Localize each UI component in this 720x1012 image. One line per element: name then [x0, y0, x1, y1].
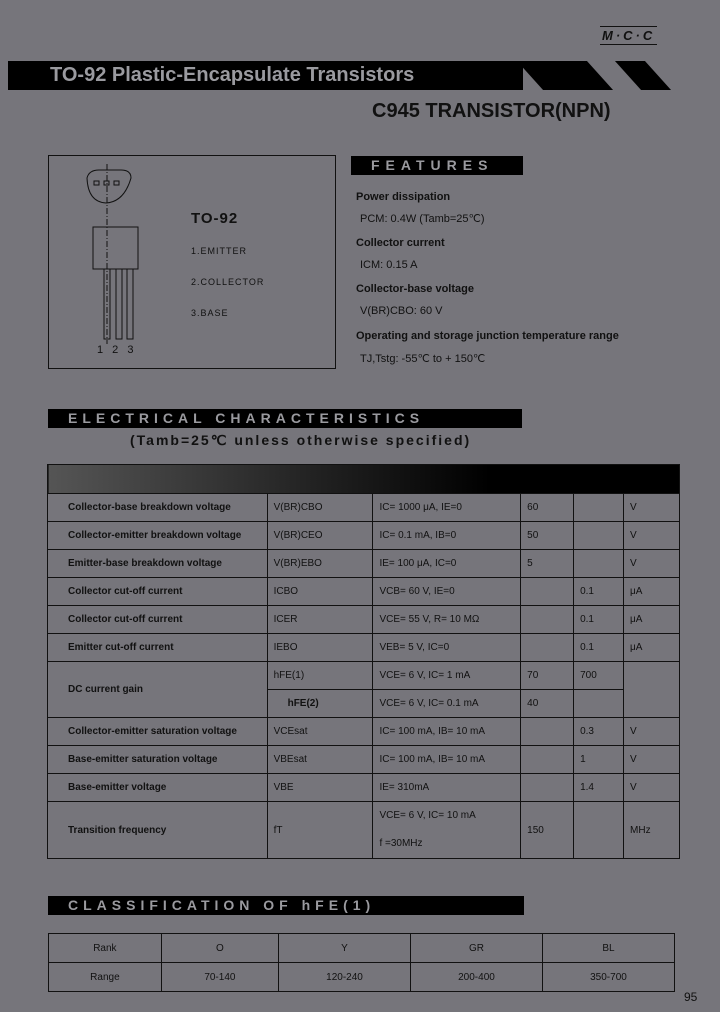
condition-cell — [373, 802, 521, 859]
range-cell: 350-700 — [542, 963, 674, 992]
feature-heading: Power dissipation — [356, 191, 451, 203]
param-cell: Collector-emitter breakdown voltage — [48, 522, 268, 550]
symbol-cell: VBEsat — [267, 746, 373, 774]
max-cell: 0.1 — [574, 606, 624, 634]
condition-cell: VCE= 6 V, IC= 1 mA — [373, 662, 521, 690]
symbol-cell: IEBO — [267, 634, 373, 662]
table-row — [48, 662, 680, 690]
range-cell: 70-140 — [161, 963, 278, 992]
banner-stripe — [615, 61, 671, 90]
max-cell: 1 — [574, 746, 624, 774]
max-cell — [574, 802, 624, 859]
condition-line: f =30MHz — [379, 838, 423, 849]
min-cell — [521, 746, 574, 774]
symbol-cell: ICER — [267, 606, 373, 634]
table-row — [48, 774, 680, 802]
min-cell — [521, 606, 574, 634]
max-cell — [574, 522, 624, 550]
pin-1-label: 1.EMITTER — [191, 246, 248, 256]
range-row — [49, 963, 675, 992]
feature-value: PCM: 0.4W (Tamb=25℃) — [360, 213, 485, 225]
max-cell — [574, 494, 624, 522]
symbol-cell: hFE(1) — [267, 662, 373, 690]
unit-cell: μA — [624, 606, 680, 634]
min-cell: 40 — [521, 690, 574, 718]
max-cell: 700 — [574, 662, 624, 690]
max-cell: 1.4 — [574, 774, 624, 802]
table-row — [48, 522, 680, 550]
param-cell: Collector-base breakdown voltage — [48, 494, 268, 522]
rank-cell: GR — [410, 934, 542, 963]
banner-stripe — [517, 61, 613, 90]
condition-cell: VCB= 60 V, IE=0 — [373, 578, 521, 606]
page-number: 95 — [684, 990, 698, 1004]
electrical-subtitle: (Tamb=25℃ unless otherwise specified) — [130, 432, 472, 448]
symbol-cell: ICBO — [267, 578, 373, 606]
table-row — [48, 494, 680, 522]
condition-cell: IC= 1000 μA, IE=0 — [373, 494, 521, 522]
min-cell — [521, 578, 574, 606]
unit-cell: V — [624, 494, 680, 522]
max-cell: 0.1 — [574, 578, 624, 606]
feature-heading: Operating and storage junction temperature range — [356, 330, 619, 342]
condition-line: VCE= 6 V, IC= 10 mA — [379, 810, 476, 821]
param-cell: Transition frequency — [48, 802, 268, 859]
features-title: FEATURES — [351, 156, 523, 175]
range-label: Range — [49, 963, 162, 992]
unit-cell: V — [624, 550, 680, 578]
symbol-cell: VCEsat — [267, 718, 373, 746]
symbol-cell: V(BR)EBO — [267, 550, 373, 578]
pin-numbers: 1 2 3 — [97, 344, 137, 356]
rank-cell: O — [161, 934, 278, 963]
max-cell: 0.3 — [574, 718, 624, 746]
range-cell: 120-240 — [279, 963, 411, 992]
max-cell — [574, 550, 624, 578]
symbol-cell: hFE(2) — [267, 690, 373, 718]
unit-cell: μA — [624, 578, 680, 606]
min-cell: 60 — [521, 494, 574, 522]
table-row — [48, 578, 680, 606]
classification-table — [48, 933, 675, 992]
condition-cell: IC= 0.1 mA, IB=0 — [373, 522, 521, 550]
series-banner: TO-92 Plastic-Encapsulate Transistors — [8, 61, 523, 90]
min-cell: 70 — [521, 662, 574, 690]
table-row — [48, 746, 680, 774]
min-cell — [521, 718, 574, 746]
symbol-cell: fT — [267, 802, 373, 859]
feature-value: V(BR)CBO: 60 V — [360, 305, 443, 317]
feature-heading: Collector current — [356, 237, 445, 249]
symbol-cell: V(BR)CBO — [267, 494, 373, 522]
rank-row — [49, 934, 675, 963]
min-cell — [521, 774, 574, 802]
param-cell: Emitter-base breakdown voltage — [48, 550, 268, 578]
feature-value: TJ,Tstg: -55℃ to + 150℃ — [360, 353, 486, 365]
rank-cell: BL — [542, 934, 674, 963]
param-cell: Collector-emitter saturation voltage — [48, 718, 268, 746]
symbol-cell: VBE — [267, 774, 373, 802]
symbol-cell: V(BR)CEO — [267, 522, 373, 550]
table-row — [48, 550, 680, 578]
unit-cell — [624, 662, 680, 718]
electrical-table — [47, 464, 680, 859]
package-drawing-box — [48, 155, 336, 369]
unit-cell: V — [624, 718, 680, 746]
pin-2-label: 2.COLLECTOR — [191, 277, 265, 287]
param-cell: Collector cut-off current — [48, 606, 268, 634]
part-title: C945 TRANSISTOR(NPN) — [372, 100, 611, 122]
param-cell: Emitter cut-off current — [48, 634, 268, 662]
condition-cell: VEB= 5 V, IC=0 — [373, 634, 521, 662]
min-cell — [521, 634, 574, 662]
feature-heading: Collector-base voltage — [356, 283, 474, 295]
unit-cell: μA — [624, 634, 680, 662]
classification-title: CLASSIFICATION OF hFE(1) — [48, 896, 524, 915]
range-cell: 200-400 — [410, 963, 542, 992]
pin-3-label: 3.BASE — [191, 308, 229, 318]
max-cell: 0.1 — [574, 634, 624, 662]
unit-cell: V — [624, 774, 680, 802]
condition-cell: IC= 100 mA, IB= 10 mA — [373, 746, 521, 774]
condition-cell: IE= 310mA — [373, 774, 521, 802]
param-cell: Base-emitter voltage — [48, 774, 268, 802]
param-cell: Base-emitter saturation voltage — [48, 746, 268, 774]
unit-cell: MHz — [624, 802, 680, 859]
min-cell: 150 — [521, 802, 574, 859]
electrical-title: ELECTRICAL CHARACTERISTICS — [48, 409, 522, 428]
table-row — [48, 802, 680, 859]
min-cell: 5 — [521, 550, 574, 578]
condition-cell: IC= 100 mA, IB= 10 mA — [373, 718, 521, 746]
table-row — [48, 718, 680, 746]
feature-value: ICM: 0.15 A — [360, 259, 418, 271]
table-header — [48, 465, 680, 494]
mcc-logo: M·C·C — [602, 28, 656, 43]
rank-label: Rank — [49, 934, 162, 963]
rank-cell: Y — [279, 934, 411, 963]
condition-cell: VCE= 6 V, IC= 0.1 mA — [373, 690, 521, 718]
condition-cell: IE= 100 μA, IC=0 — [373, 550, 521, 578]
table-row — [48, 634, 680, 662]
unit-cell: V — [624, 746, 680, 774]
max-cell — [574, 690, 624, 718]
condition-cell: VCE= 55 V, R= 10 MΩ — [373, 606, 521, 634]
min-cell: 50 — [521, 522, 574, 550]
package-name: TO-92 — [191, 210, 239, 227]
unit-cell: V — [624, 522, 680, 550]
to92-package-icon — [79, 164, 159, 354]
param-cell: DC current gain — [48, 662, 268, 718]
table-row — [48, 606, 680, 634]
param-cell: Collector cut-off current — [48, 578, 268, 606]
